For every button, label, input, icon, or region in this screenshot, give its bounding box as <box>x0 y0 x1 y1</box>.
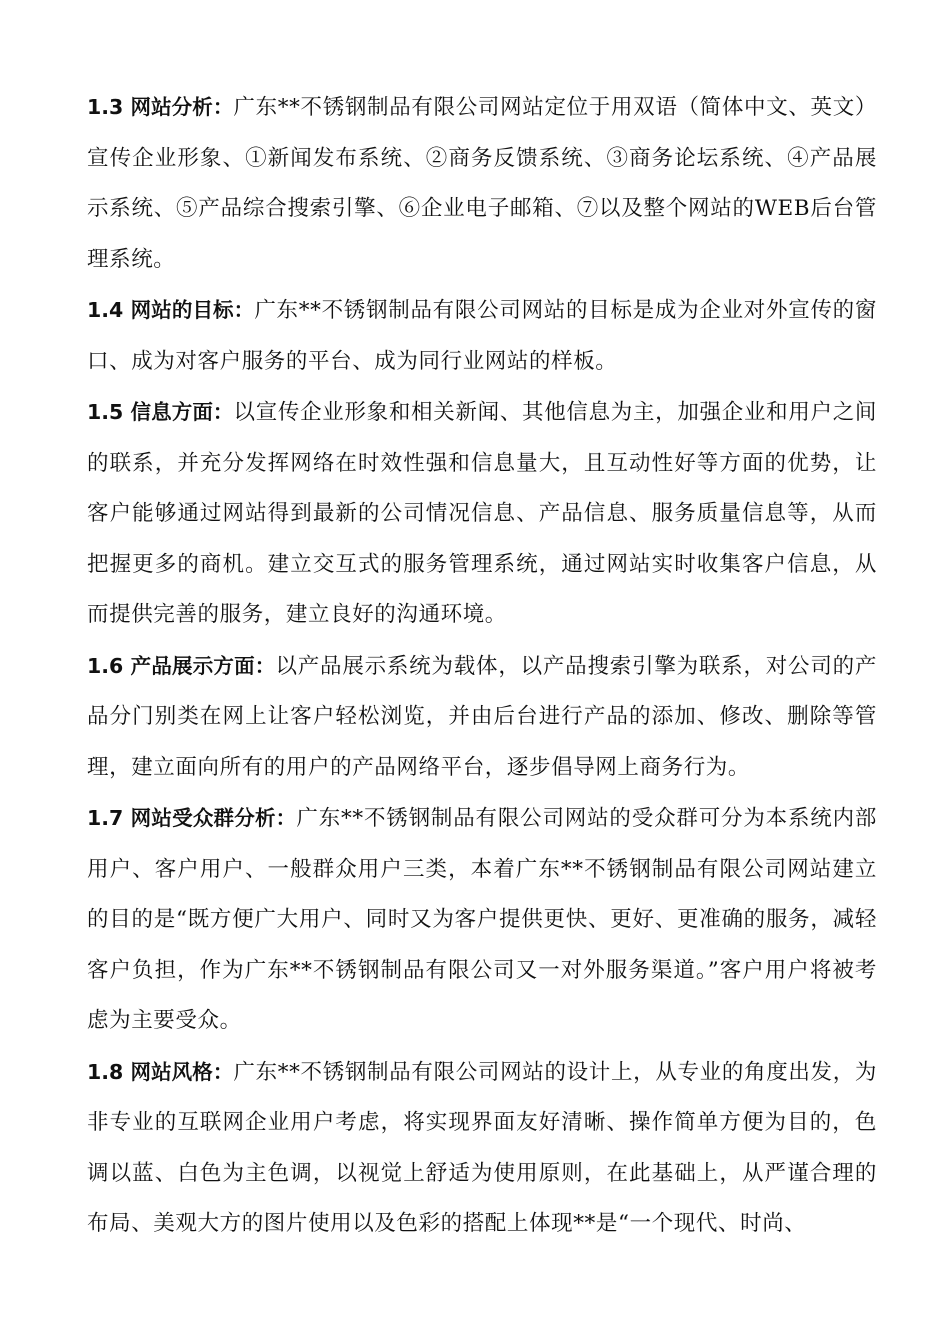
section-audience-analysis <box>87 793 877 1047</box>
section-body: 广东**不锈钢制品有限公司网站的目标是成为企业对外宣传的窗口、成为对客户服务的平台、成为同行业网站的样板。 <box>87 298 878 374</box>
section-website-analysis <box>87 82 877 285</box>
section-body: 以宣传企业形象和相关新闻、其他信息为主，加强企业和用户之间的联系，并充分发挥网络在时效性强和信息量大，且互动性好等方面的优势，让客户能够通过网站得到最新的公司情况信息、产品信息、服务质量信息等，从而把握更多的商机。建立交互式的服务管理系统，通过网站实时收集客户信息，从而提供完善的服务，建立良好的沟通环境。 <box>87 400 878 627</box>
section-website-style <box>87 1047 877 1250</box>
section-body: 广东**不锈钢制品有限公司网站的设计上，从专业的角度出发，为非专业的互联网企业用户考虑，将实现界面友好清晰、操作简单方便为目的，色调以蓝、白色为主色调，以视觉上舒适为使用原则，在此基础上，从严谨合理的布局、美观大方的图片使用以及色彩的搭配上体现**是“一个现代、时尚、 <box>87 1059 877 1236</box>
section-body: 广东**不锈钢制品有限公司网站定位于用双语（简体中文、英文）宣传企业形象、①新闻发布系统、②商务反馈系统、③商务论坛系统、④产品展示系统、⑤产品综合搜索引擎、⑥企业电子邮箱、⑦以及整个网站的WEB后台管理系统。 <box>87 95 877 272</box>
section-heading: 1.6 产品展示方面： <box>87 653 276 678</box>
section-body: 以产品展示系统为载体，以产品搜索引擎为联系，对公司的产品分门别类在网上让客户轻松浏览，并由后台进行产品的添加、修改、删除等管理，建立面向所有的用户的产品网络平台，逐步倡导网上商务行为。 <box>87 653 878 780</box>
section-heading: 1.5 信息方面： <box>87 400 234 424</box>
section-information <box>87 387 877 641</box>
section-heading: 1.8 网站风格： <box>87 1059 234 1084</box>
section-product-display <box>87 641 877 794</box>
section-heading: 1.7 网站受众群分析： <box>87 806 297 830</box>
section-body: 广东**不锈钢制品有限公司网站的受众群可分为本系统内部用户、客户用户、一般群众用户三类，本着广东**不锈钢制品有限公司网站建立的目的是“既方便广大用户、同时又为客户提供更快、更好、更准确的服务，减轻客户负担，作为广东**不锈钢制品有限公司又一对外服务渠道。”客户用户将被考虑为主要受众。 <box>87 806 878 1033</box>
document-page <box>87 82 877 1250</box>
section-website-goal <box>87 285 877 387</box>
section-heading: 1.3 网站分析： <box>87 95 234 119</box>
section-heading: 1.4 网站的目标： <box>87 298 255 322</box>
